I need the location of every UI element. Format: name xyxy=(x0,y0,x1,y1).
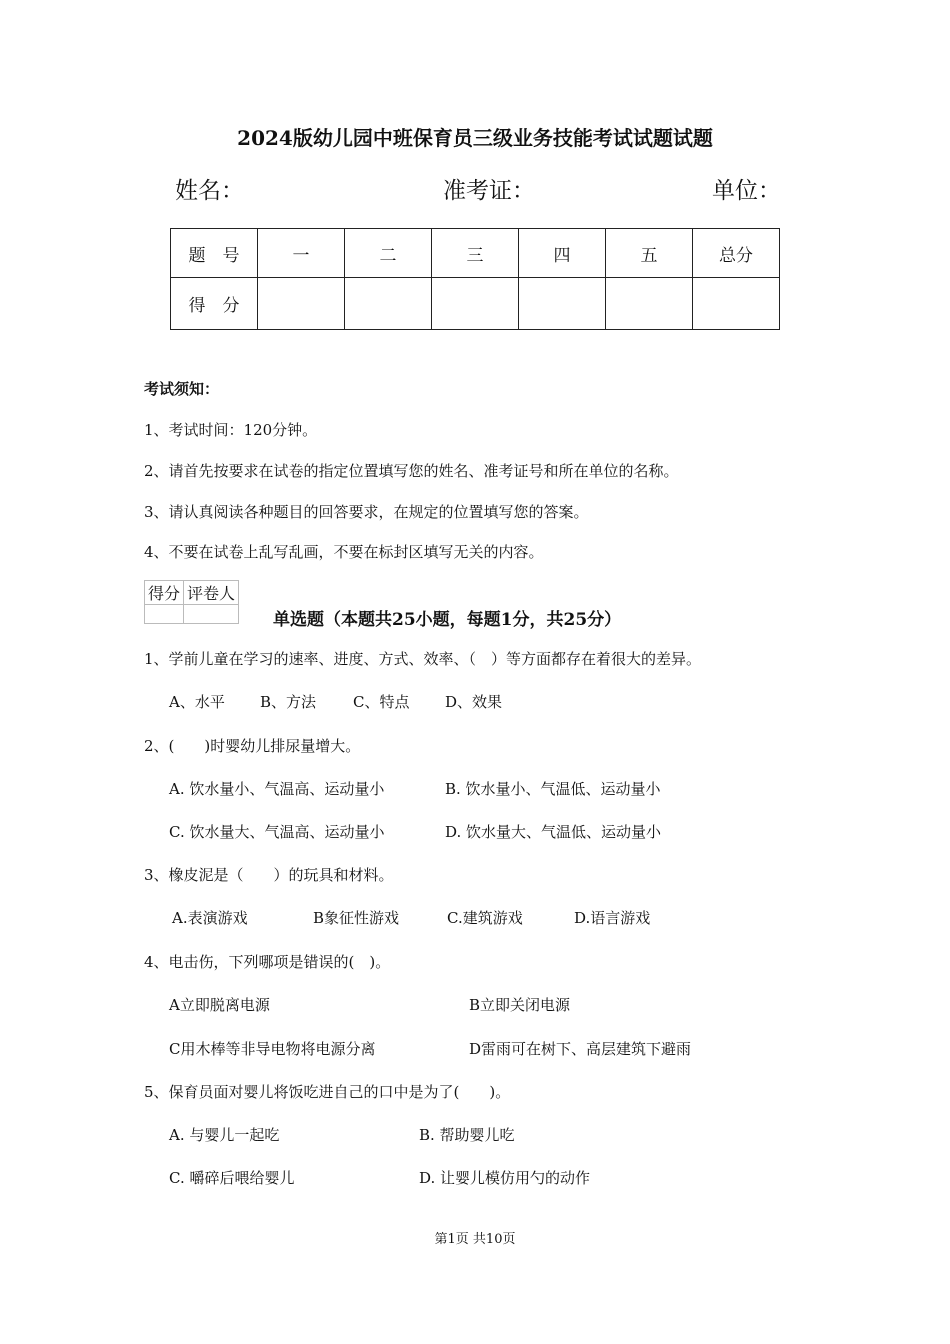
score-cell[interactable] xyxy=(345,278,432,330)
question-option: D.语言游戏 xyxy=(574,909,651,927)
exam-id-field-label: 准考证： xyxy=(443,178,535,204)
question-stem: 1、学前儿童在学习的速率、进度、方式、效率、（ ）等方面都存在着很大的差异。 xyxy=(144,650,702,668)
question-stem: 2、( )时婴幼儿排尿量增大。 xyxy=(144,737,361,755)
question-stem: 4、电击伤，下列哪项是错误的( )。 xyxy=(144,953,391,971)
question-option: C. 嚼碎后喂给婴儿 xyxy=(169,1169,295,1187)
page-title: 2024版幼儿园中班保育员三级业务技能考试试题试题 xyxy=(237,126,713,150)
score-cell[interactable] xyxy=(519,278,606,330)
question-option: A. 饮水量小、气温高、运动量小 xyxy=(169,780,385,798)
question-stem: 5、保育员面对婴儿将饭吃进自己的口中是为了( )。 xyxy=(144,1083,511,1101)
question-stem: 3、橡皮泥是（ ）的玩具和材料。 xyxy=(144,866,394,884)
score-header-cell: 四 xyxy=(519,229,606,278)
question-option: A.表演游戏 xyxy=(172,909,248,927)
question-option: D. 饮水量大、气温低、运动量小 xyxy=(445,823,662,841)
score-header-cell: 题 号 xyxy=(171,229,258,278)
score-table-header-row xyxy=(171,229,780,278)
score-header-cell: 二 xyxy=(345,229,432,278)
name-field-label: 姓名： xyxy=(175,178,244,204)
grader-box xyxy=(144,580,239,624)
question-option: C、特点 xyxy=(353,693,410,711)
grader-box-grader-label: 评卷人 xyxy=(184,581,239,605)
question-option: A立即脱离电源 xyxy=(169,996,270,1014)
score-cell[interactable] xyxy=(258,278,345,330)
score-table-score-row xyxy=(171,278,780,330)
question-option: A、水平 xyxy=(169,693,225,711)
section-title: 单选题（本题共25小题，每题1分，共25分） xyxy=(273,610,622,630)
page-footer: 第1页 共10页 xyxy=(434,1232,516,1247)
grader-box-score-label: 得分 xyxy=(145,581,184,605)
score-cell[interactable] xyxy=(606,278,693,330)
score-cell[interactable] xyxy=(693,278,780,330)
notice-item: 1、考试时间：120分钟。 xyxy=(144,421,318,439)
question-option: D、效果 xyxy=(445,693,503,711)
score-header-cell: 五 xyxy=(606,229,693,278)
question-option: C.建筑游戏 xyxy=(447,909,523,927)
question-option: B、方法 xyxy=(260,693,317,711)
notice-item: 2、请首先按要求在试卷的指定位置填写您的姓名、准考证号和所在单位的名称。 xyxy=(144,462,679,480)
question-option: A. 与婴儿一起吃 xyxy=(169,1126,280,1144)
question-option: C用木棒等非导电物将电源分离 xyxy=(169,1040,376,1058)
grader-box-score-cell[interactable] xyxy=(145,605,184,624)
question-option: D雷雨可在树下、高层建筑下避雨 xyxy=(469,1040,692,1058)
question-option: B立即关闭电源 xyxy=(469,996,571,1014)
score-header-cell: 总分 xyxy=(693,229,780,278)
question-option: D. 让婴儿模仿用勺的动作 xyxy=(419,1169,591,1187)
score-header-cell: 三 xyxy=(432,229,519,278)
notice-item: 3、请认真阅读各种题目的回答要求，在规定的位置填写您的答案。 xyxy=(144,503,589,521)
question-option: B. 饮水量小、气温低、运动量小 xyxy=(445,780,661,798)
grader-box-grader-cell[interactable] xyxy=(184,605,239,624)
unit-field-label: 单位： xyxy=(712,178,781,204)
question-option: C. 饮水量大、气温高、运动量小 xyxy=(169,823,385,841)
score-row-label: 得 分 xyxy=(171,278,258,330)
notice-item: 4、不要在试卷上乱写乱画，不要在标封区填写无关的内容。 xyxy=(144,543,544,561)
question-option: B象征性游戏 xyxy=(313,909,400,927)
question-option: B. 帮助婴儿吃 xyxy=(419,1126,515,1144)
score-header-cell: 一 xyxy=(258,229,345,278)
notice-heading: 考试须知： xyxy=(144,380,220,398)
score-cell[interactable] xyxy=(432,278,519,330)
score-table xyxy=(170,228,780,330)
